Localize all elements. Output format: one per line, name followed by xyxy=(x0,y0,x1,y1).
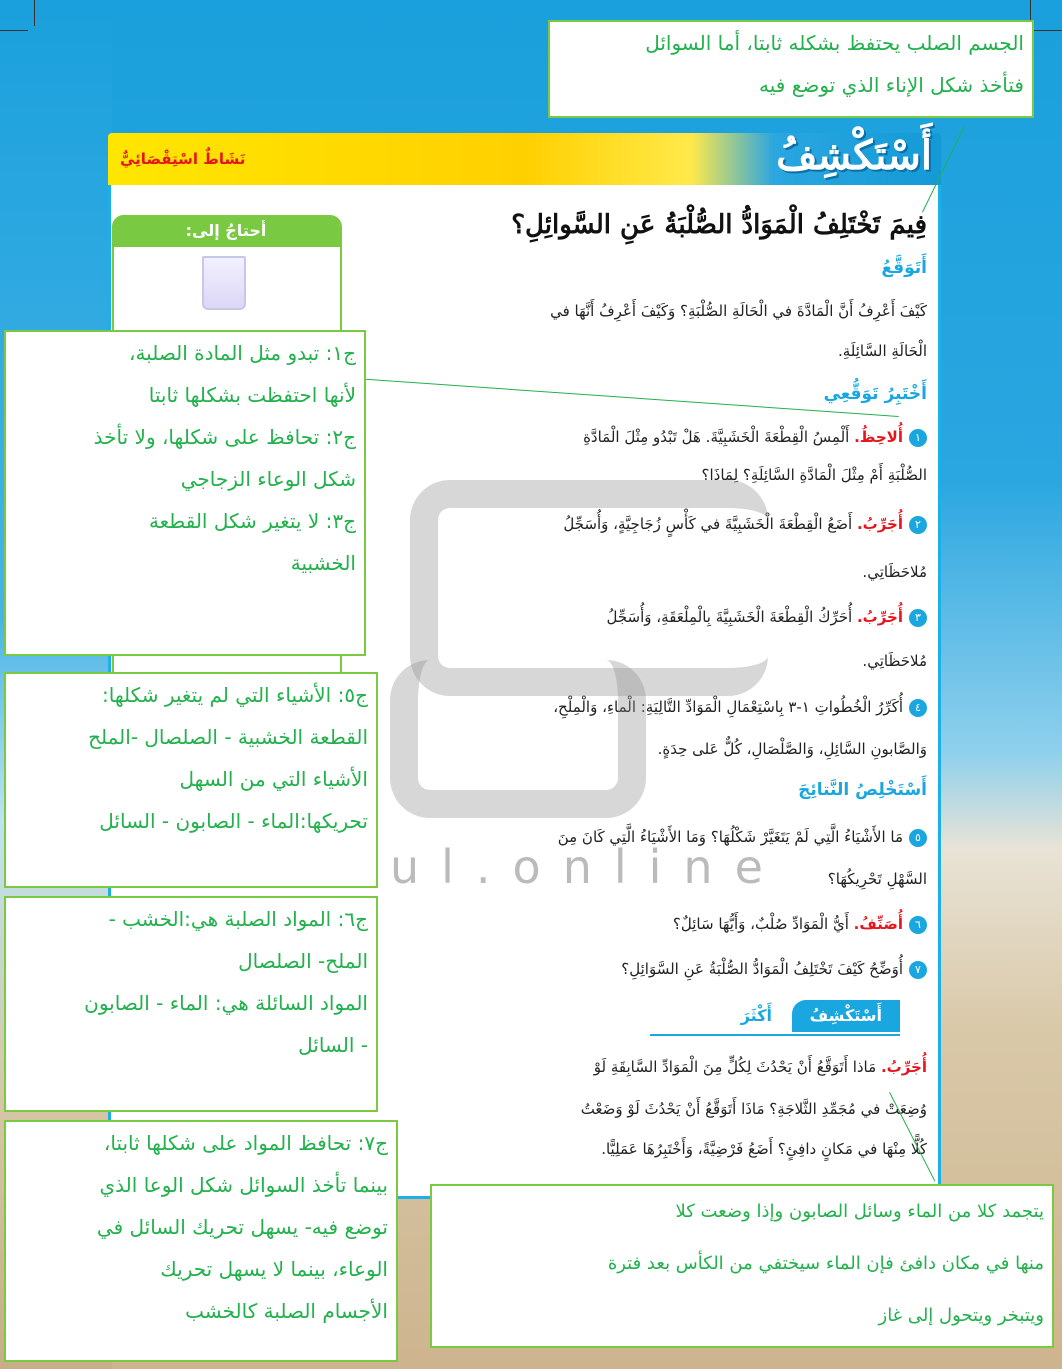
step-text: مُلاحَظَاتِي. xyxy=(862,652,927,670)
more-text: كُلًّا مِنْهَا في مَكانٍ دافِئٍ؟ أَضَعُ فَرْضِيَّةً، وَأَخْتَبِرُهَا عَمَلِيًّا. xyxy=(601,1140,927,1158)
explore-more-tabs xyxy=(650,1000,900,1036)
more-text: مَاذا أَتَوَقَّعُ أَنْ يَحْدُثَ لِكُلٍّ مِنَ الْمَوَادِّ السَّابِقَةِ لَوْ xyxy=(593,1058,877,1076)
note-line: يتجمد كلا من الماء وسائل الصابون وإذا وضعت كلا xyxy=(675,1201,1044,1222)
step-number: ١ xyxy=(909,429,927,447)
step-label: أُجَرِّبُ. xyxy=(880,1058,927,1076)
activity-type-label: نَشَاطٌ اسْتِقْصَائِيٌّ xyxy=(120,150,246,168)
question-title: فِيمَ تَخْتَلِفُ الْمَوَادُّ الصُّلْبَةُ عَنِ السَّوائِلِ؟ xyxy=(511,210,927,240)
note-line: القطعة الخشبية - الصلصال -الملح xyxy=(88,725,368,749)
note-line: ج١: تبدو مثل المادة الصلبة، xyxy=(128,341,356,365)
step-text: أَضَعُ الْقِطْعَةَ الْخَشَبِيَّةَ في كَأْسٍ زُجَاجِيَّةٍ، وَأُسَجِّلُ xyxy=(563,515,853,533)
step-label: أُجَرِّبُ. xyxy=(856,608,903,626)
note-answers-1-3 xyxy=(4,330,366,656)
note-answer-5 xyxy=(4,672,378,888)
step-number: ٣ xyxy=(909,609,927,627)
note-line: ج٦: المواد الصلبة هي:الخشب - xyxy=(108,907,368,931)
crop-mark xyxy=(1034,30,1062,31)
section-predict-heading: أَتَوَقَّعُ xyxy=(881,258,927,278)
materials-title: أحتاجُ إلى: xyxy=(112,215,340,247)
step-text: أَلْمِسُ الْقِطْعَةَ الْخَشَبِيَّةَ. هَلْ تَبْدُو مِثْلَ الْمَادَّةِ xyxy=(583,428,850,446)
note-line: تحريكها:الماء - الصابون - السائل xyxy=(99,809,368,833)
predict-text: كَيْفَ أَعْرِفُ أَنَّ الْمَادَّةَ في الْحَالَةِ الصُّلْبَةِ؟ وَكَيْفَ أَعْرِفُ أَنَّهَا في xyxy=(550,302,927,320)
step-text: أَيُّ الْمَوَادِّ صُلْبٌ، وَأَيُّهَا سَائِلٌ؟ xyxy=(672,915,849,933)
note-line: ويتبخر ويتحول إلى غاز xyxy=(878,1305,1044,1326)
note-line: الجسم الصلب يحتفظ بشكله ثابتا، أما السوائل xyxy=(645,31,1024,55)
step-text: أُكَرِّرُ الْخُطُواتِ ١-٣ بِاسْتِعْمَالِ الْمَوَادِّ التَّالِيَةِ: الْماءِ، وَالْمِلْحِ، xyxy=(553,698,903,716)
step-number: ٧ xyxy=(909,961,927,979)
note-top xyxy=(548,20,1034,118)
page-title: أَسْتَكْشِفُ xyxy=(776,132,932,179)
step-text: أُوَضِّحُ كَيْفَ تَخْتَلِفُ الْمَوَادُّ الصُّلْبَةُ عَنِ السَّوَائِلِ؟ xyxy=(621,960,903,978)
step-text: الصُّلْبَةِ أَمْ مِثْلَ الْمَادَّةِ السَّائِلَةِ؟ لِمَاذَا؟ xyxy=(701,466,927,484)
note-answer-7 xyxy=(4,1120,398,1362)
note-line: الملح- الصلصال xyxy=(238,949,368,973)
step-text: مُلاحَظَاتِي. xyxy=(862,563,927,581)
note-line: - السائل xyxy=(298,1033,368,1057)
step-text: السَّهْلِ تَحْرِيكُهَا؟ xyxy=(827,870,927,888)
note-line: الوعاء، بينما لا يسهل تحريك xyxy=(160,1257,388,1281)
more-activity xyxy=(594,1058,927,1076)
note-answer-6 xyxy=(4,896,378,1112)
note-line: ج٧: تحافظ المواد على شكلها ثابتا، xyxy=(103,1131,388,1155)
note-line: ج٣: لا يتغير شكل القطعة xyxy=(148,509,356,533)
step-label: أُصَنِّفُ. xyxy=(853,915,903,933)
note-line: ج٢: تحافظ على شكلها، ولا تأخذ xyxy=(93,425,356,449)
beaker-icon xyxy=(202,256,246,310)
note-line: بينما تأخذ السوائل شكل الوعا الذي xyxy=(99,1173,388,1197)
more-text: وُضِعَتْ في مُجَمِّدِ الثَّلاجَةِ؟ مَاذَا أَتَوَقَّعُ أَنْ يَحْدُثَ لَوْ وَضَعْتُ xyxy=(580,1100,927,1118)
step-label: أُلاحِظُ. xyxy=(854,428,903,446)
step-text: وَالصَّابونِ السَّائِلِ، وَالصَّلْصَالِ، كُلٌّ عَلى حِدَةٍ. xyxy=(657,740,927,758)
note-line: فتأخذ شكل الإناء الذي توضع فيه xyxy=(759,73,1024,97)
step-label: أُجَرِّبُ. xyxy=(856,515,903,533)
section-conclude-heading: أَسْتَخْلِصُ النَّتائِجَ xyxy=(798,780,927,800)
step-number: ٢ xyxy=(909,516,927,534)
note-line: الأجسام الصلبة كالخشب xyxy=(185,1299,388,1323)
note-line: الأشياء التي من السهل xyxy=(179,767,368,791)
note-line: لأنها احتفظت بشكلها ثابتا xyxy=(148,383,356,407)
watermark-shape xyxy=(390,660,646,818)
note-line: توضع فيه- يسهل تحريك السائل في xyxy=(96,1215,388,1239)
tab-more[interactable]: أَكْثَرَ xyxy=(740,1006,772,1025)
step-text: أُحَرِّكُ الْقِطْعَةَ الْخَشَبِيَّةَ بِالْمِلْعَقَةِ، وَأُسَجِّلُ xyxy=(606,608,853,626)
note-line: ج٥: الأشياء التي لم يتغير شكلها: xyxy=(101,683,368,707)
step-7 xyxy=(621,960,927,979)
step-number: ٤ xyxy=(909,699,927,717)
note-more xyxy=(430,1184,1054,1348)
step-text: مَا الأَشْيَاءُ الَّتِي لَمْ يَتَغَيَّرْ شَكْلُهَا؟ وَمَا الأَشْيَاءُ الَّتِي كَانَ مِنَ xyxy=(557,828,903,846)
crop-mark xyxy=(0,30,28,31)
section-test-heading: أَخْتَبِرُ تَوَقُّعِي xyxy=(823,384,927,404)
watermark-text: ul.online xyxy=(390,840,785,894)
crop-mark xyxy=(34,0,35,26)
note-line: شكل الوعاء الزجاجي xyxy=(180,467,356,491)
note-line: المواد السائلة هي: الماء - الصابون xyxy=(84,991,368,1015)
predict-text: الْحَالَةِ السَّائِلَةِ. xyxy=(837,342,927,360)
note-line: الخشبية xyxy=(290,551,356,575)
step-number: ٥ xyxy=(909,829,927,847)
step-number: ٦ xyxy=(909,916,927,934)
step-1 xyxy=(583,428,927,447)
note-line: منها في مكان دافئ فإن الماء سيختفي من الكأس بعد فترة xyxy=(607,1253,1044,1274)
tab-explore[interactable]: أَسْتَكْشِفُ xyxy=(792,1000,900,1032)
step-6 xyxy=(673,915,927,934)
